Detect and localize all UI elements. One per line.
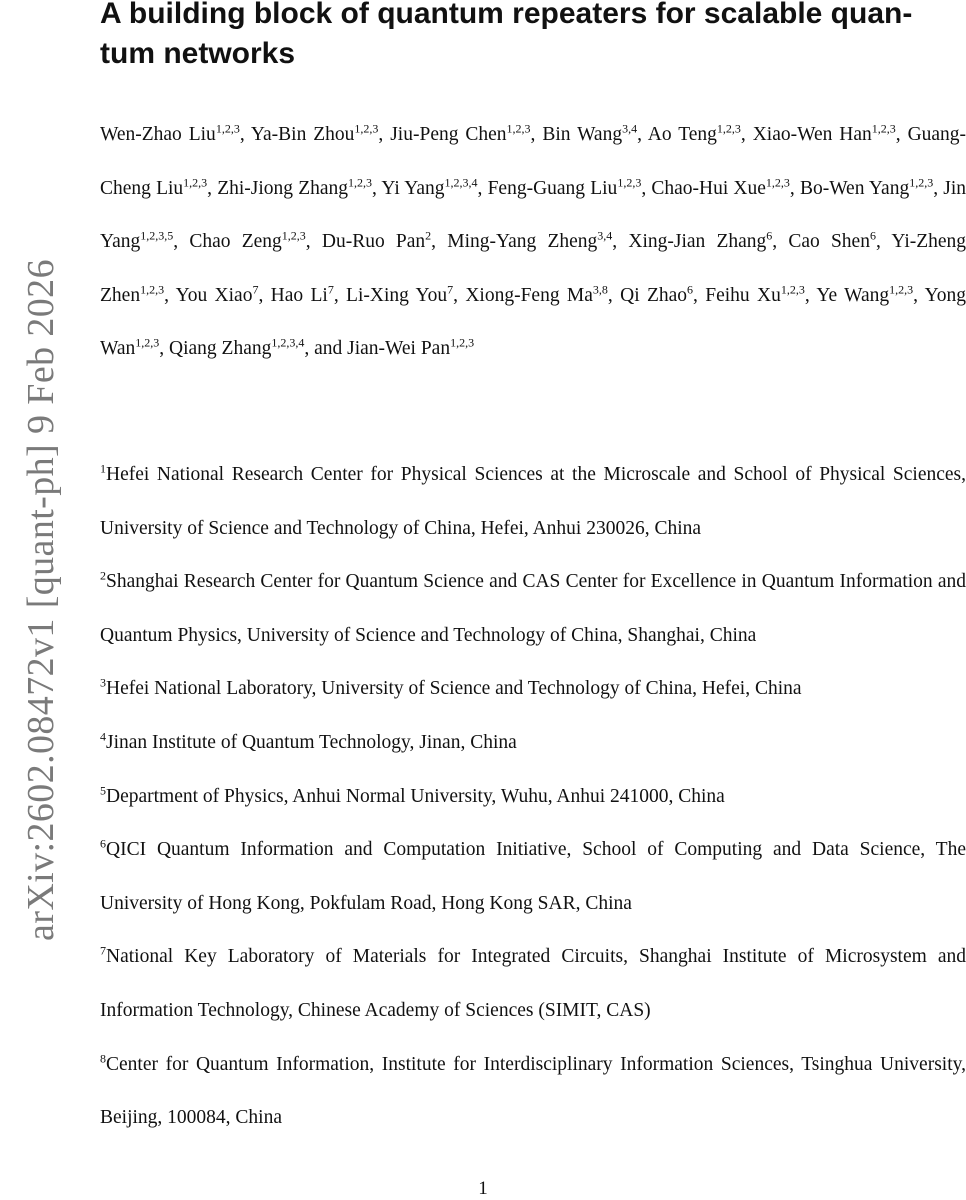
author-affiliation-marker: 1,2,3 xyxy=(135,335,160,350)
author-name: Feihu Xu xyxy=(705,284,781,306)
author-affiliation-marker: 1,2,3 xyxy=(506,121,531,136)
paper-title xyxy=(100,0,960,74)
author-affiliation-marker: 1,2,3 xyxy=(871,121,896,136)
affiliation-item xyxy=(100,555,966,662)
author-name: Bo-Wen Yang xyxy=(799,177,910,199)
affiliation-item xyxy=(100,823,966,930)
author-name: Li-Xing You xyxy=(346,284,448,306)
author-name: Xing-Jian Zhang xyxy=(628,231,767,253)
arxiv-identifier-stamp[interactable]: arXiv:2602.08472v1 [quant-ph] 9 Feb 2026 xyxy=(20,259,62,941)
author-affiliation-marker: 7 xyxy=(252,282,259,297)
author-affiliation-marker: 3,8 xyxy=(592,282,608,297)
author-name: Ming-Yang Zheng xyxy=(447,231,598,253)
author-list: Wen-Zhao Liu$^{1,2,3}$, Ya-Bin Zhou$^{1,2,3}$, Jiu-Peng Chen$^{1,2,3}$, Bin Wang$^{3,4}$, Ao Teng$^{1,2,3}$, Xiao-Wen Han$^{1,2,3}$, Guang-Cheng Liu$^{1,2,3}$, Zhi-Jiong Zhang$^{1,2,3}$, Yi Yang$^{1,2,3,4}$, Feng-Guang Liu$^{1,2,3}$, Chao-Hui Xue$^{1,2,3}$, Bo-Wen Yang$^{1,2,3}$, Jin Yang$^{1,2,3,5}$, Chao Zeng$^{1,2,3}$, Du-Ruo Pan$^2$, Ming-Yang Zheng$^{3,4}$, Xing-Jian Zhang$^6$, Cao Shen$^6$, Yi-Zheng Zhen$^{1,2,3}$, You Xiao$^7$, Hao Li$^7$, Li-Xing You$^7$, Xiong-Feng Ma$^{3,8}$, Qi Zhao$^6$, Feihu Xu$^{1,2,3}$, Ye Wang$^{1,2,3}$, Yong Wan$^{1,2,3}$, Qiang Zhang$^{1,2,3,4}$, and Jian-Wei Pan$^{1,2,3}$ xyxy=(100,121,966,360)
author-name: Feng-Guang Liu xyxy=(487,177,618,199)
author-name: Yi-Zheng Zhen xyxy=(100,231,966,306)
author-affiliation-marker: 1,2,3 xyxy=(215,121,240,136)
author-name: Xiao-Wen Han xyxy=(752,124,872,145)
author-name: Hao Li xyxy=(270,284,328,306)
author-affiliation-marker: 1,2,3,4 xyxy=(271,335,305,350)
affiliation-item xyxy=(100,716,966,770)
affiliation-text: QICI Quantum Information and Computation Initiative, School of Computing and Data Science, The University of Hong Kong, Pokfulam Road, Hong Kong SAR, China xyxy=(100,839,966,914)
title-line: tum networks xyxy=(100,37,296,70)
author-name: Ya-Bin Zhou xyxy=(250,124,355,145)
author-affiliation-marker: 1,2,3 xyxy=(765,175,790,190)
affiliation-text: National Key Laboratory of Materials for Integrated Circuits, Shanghai Institute of Microsystem and Information Technology, Chinese Academy of Sciences (SIMIT, CAS) xyxy=(100,946,966,1021)
author-affiliation-marker: 1,2,3 xyxy=(889,282,914,297)
affiliation-text: Department of Physics, Anhui Normal University, Wuhu, Anhui 241000, China xyxy=(106,785,725,807)
author-name: Yi Yang xyxy=(381,177,445,199)
affiliation-number: 6 xyxy=(100,836,106,851)
affiliation-text: Hefei National Laboratory, University of Science and Technology of China, Hefei, China xyxy=(106,678,802,700)
affiliation-number: 1 xyxy=(100,461,106,476)
author-name: Cao Shen xyxy=(788,231,870,253)
affiliation-item xyxy=(100,662,966,716)
author-affiliation-marker: 1,2,3 xyxy=(909,175,934,190)
affiliation-text: Center for Quantum Information, Institute for Interdisciplinary Information Sciences, Tsinghua University, Beijing, 100084, China xyxy=(100,1053,966,1129)
author-affiliation-marker: 2 xyxy=(425,228,432,243)
author-affiliation-marker: 6 xyxy=(766,228,773,243)
author-affiliation-marker: 3,4 xyxy=(622,121,638,136)
author-affiliation-marker: 1,2,3 xyxy=(716,121,741,136)
author-affiliation-marker: 1,2,3 xyxy=(183,175,208,190)
author-name: Wen-Zhao Liu xyxy=(100,124,216,145)
author-affiliation-marker: 1,2,3 xyxy=(354,121,379,136)
affiliation-text: Shanghai Research Center for Quantum Science and CAS Center for Excellence in Quantum Information and Quantum Physics, University of Science and Technology of China, Shanghai, China xyxy=(100,571,966,646)
author-name: Qi Zhao xyxy=(620,284,688,306)
author-affiliation-marker: 1,2,3,5 xyxy=(140,228,174,243)
author-name: Chao-Hui Xue xyxy=(651,177,766,199)
author-affiliation-marker: 1,2,3 xyxy=(780,282,805,297)
author-affiliation-marker: 1,2,3 xyxy=(281,228,306,243)
author-name: Ao Teng xyxy=(647,124,717,145)
author-affiliation-marker: 6 xyxy=(869,228,876,243)
affiliation-text: Hefei National Research Center for Physical Sciences at the Microscale and School of Physical Sciences, University of Science and Technology of China, Hefei, Anhui 230026, China xyxy=(100,464,966,539)
affiliation-item xyxy=(100,448,966,555)
author-name: Guang-Cheng Liu xyxy=(100,124,966,199)
author-name: Xiong-Feng Ma xyxy=(465,284,593,306)
affiliation-number: 3 xyxy=(100,675,106,690)
author-name: Jian-Wei Pan xyxy=(347,338,451,360)
affiliation-number: 7 xyxy=(100,943,106,958)
author-name: Qiang Zhang xyxy=(169,338,272,360)
author-affiliation-marker: 1,2,3 xyxy=(140,282,165,297)
author-name: Jin Yang xyxy=(100,177,966,253)
author-name: Ye Wang xyxy=(816,284,890,306)
author-name: Bin Wang xyxy=(542,124,623,145)
author-affiliation-marker: 1,2,3 xyxy=(348,175,373,190)
affiliation-number: 4 xyxy=(100,729,106,744)
author-name: Du-Ruo Pan xyxy=(321,231,426,253)
affiliation-item xyxy=(100,1038,966,1145)
affiliation-item xyxy=(100,770,966,824)
author-name: Jiu-Peng Chen xyxy=(390,124,507,145)
author-affiliation-marker: 7 xyxy=(447,282,454,297)
author-name: Chao Zeng xyxy=(189,231,282,253)
author-affiliation-marker: 3,4 xyxy=(597,228,613,243)
affiliation-number: 8 xyxy=(100,1051,106,1066)
affiliation-text: Jinan Institute of Quantum Technology, Jinan, China xyxy=(106,731,517,753)
author-affiliation-marker: 1,2,3,4 xyxy=(444,175,478,190)
affiliation-list xyxy=(100,448,966,1145)
author-name: Yong Wan xyxy=(100,284,966,360)
author-affiliation-marker: 7 xyxy=(327,282,334,297)
page-number: 1 xyxy=(478,1178,488,1199)
affiliation-number: 5 xyxy=(100,783,106,798)
author-affiliation-marker: 1,2,3 xyxy=(617,175,642,190)
author-name: Zhi-Jiong Zhang xyxy=(217,177,349,199)
title-line: A building block of quantum repeaters for scalable quan- xyxy=(100,0,913,30)
author-name: You Xiao xyxy=(175,284,253,306)
author-affiliation-marker: 1,2,3 xyxy=(450,335,475,350)
author-affiliation-marker: 6 xyxy=(687,282,694,297)
affiliation-number: 2 xyxy=(100,568,106,583)
affiliation-item xyxy=(100,930,966,1037)
